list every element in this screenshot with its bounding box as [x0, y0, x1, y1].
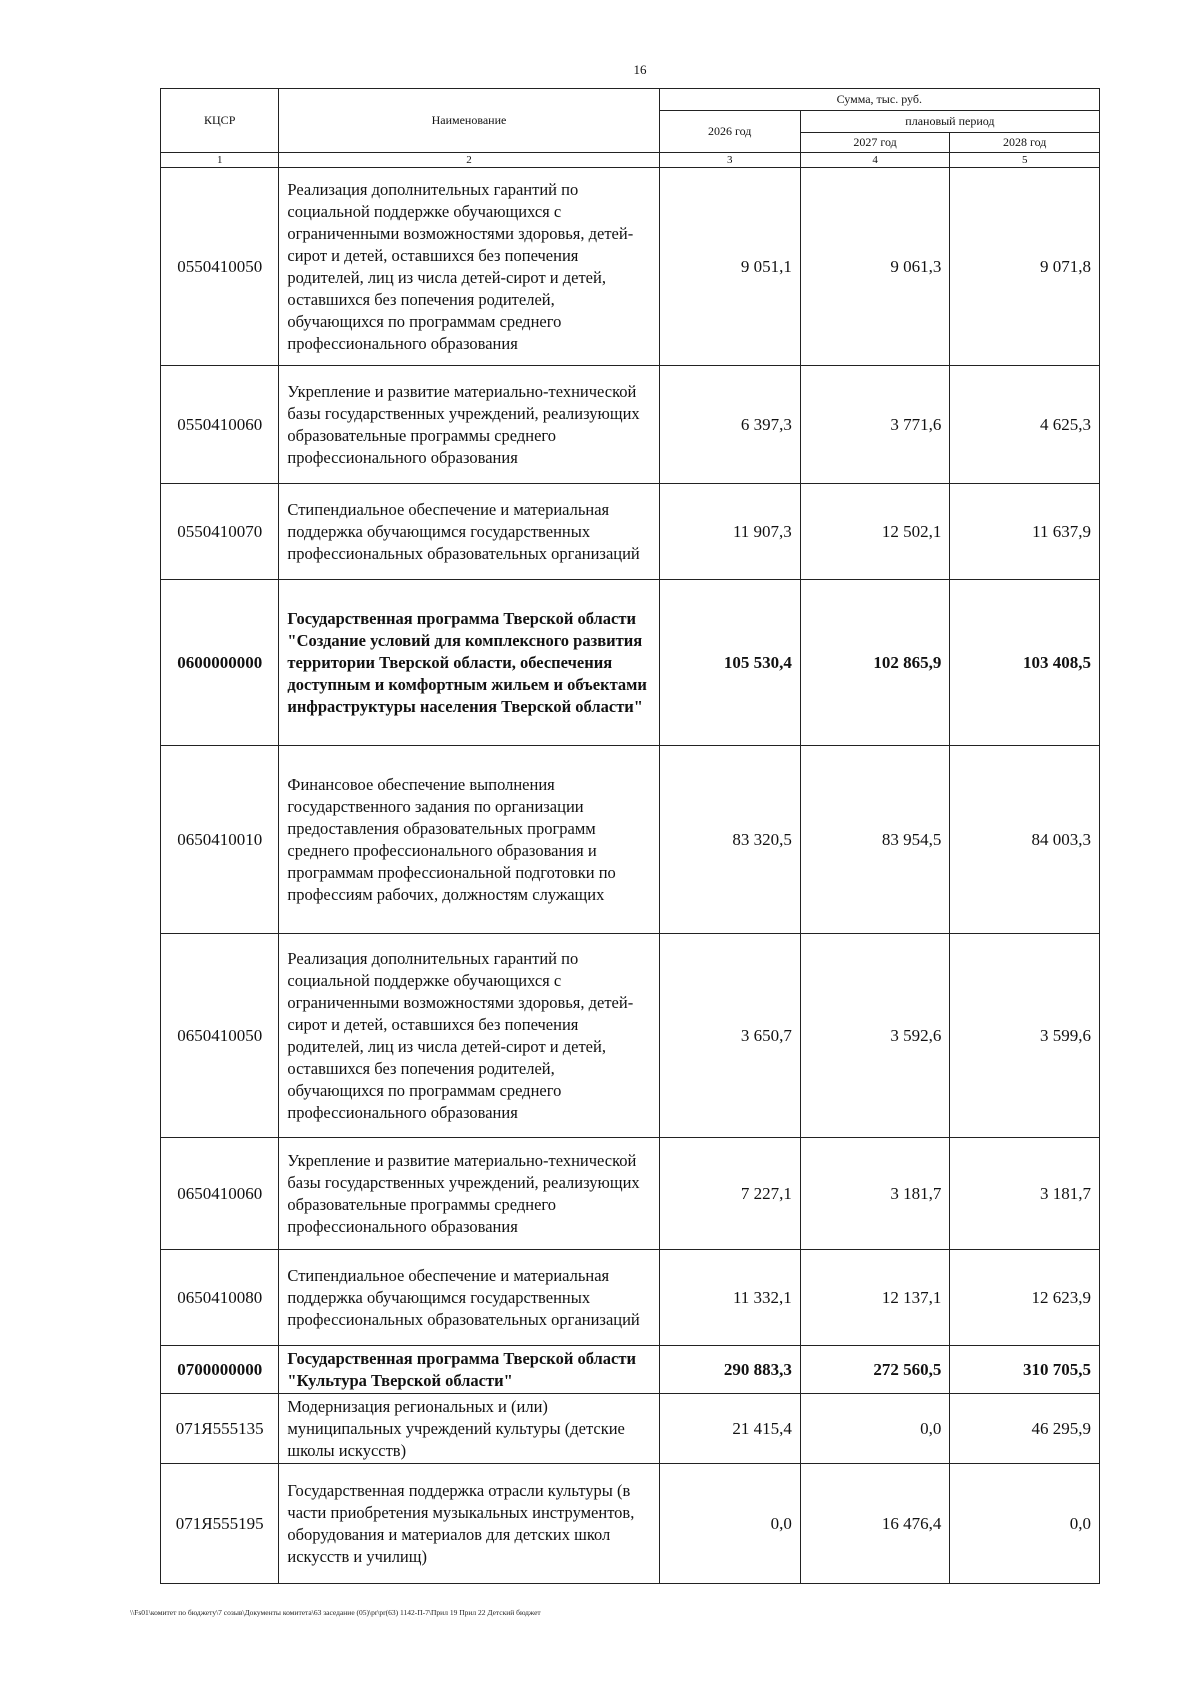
- row-code: 0650410060: [161, 1138, 279, 1250]
- row-value-2027: 102 865,9: [800, 580, 950, 746]
- row-value-2028: 46 295,9: [950, 1394, 1100, 1464]
- row-value-2028: 103 408,5: [950, 580, 1100, 746]
- table-row: [161, 1346, 1100, 1394]
- row-code: 0650410050: [161, 934, 279, 1138]
- row-value-2028: 9 071,8: [950, 168, 1100, 366]
- table-row: [161, 366, 1100, 484]
- row-value-2028: 0,0: [950, 1464, 1100, 1584]
- column-number: 5: [950, 153, 1100, 168]
- row-value-2027: 9 061,3: [800, 168, 950, 366]
- row-value-2027: 83 954,5: [800, 746, 950, 934]
- row-name: Стипендиальное обеспечение и материальная поддержка обучающимся государственных профессиональных образовательных организаций: [279, 484, 659, 580]
- table-row: [161, 580, 1100, 746]
- row-name: Государственная программа Тверской области "Культура Тверской области": [279, 1346, 659, 1394]
- table-row: [161, 934, 1100, 1138]
- header-planning-period: плановый период: [800, 111, 1099, 133]
- row-value-2028: 11 637,9: [950, 484, 1100, 580]
- row-code: 0550410060: [161, 366, 279, 484]
- row-code: 0550410070: [161, 484, 279, 580]
- row-value-2028: 3 181,7: [950, 1138, 1100, 1250]
- row-name: Государственная поддержка отрасли культуры (в части приобретения музыкальных инструментов, оборудования и материалов для детских школ искусств и училищ): [279, 1464, 659, 1584]
- column-number: 1: [161, 153, 279, 168]
- row-value-2027: 12 137,1: [800, 1250, 950, 1346]
- header-code: КЦСР: [161, 89, 279, 153]
- column-number: 4: [800, 153, 950, 168]
- row-name: Реализация дополнительных гарантий по социальной поддержке обучающихся с ограниченными возможностями здоровья, детей-сирот и детей, оставшихся без попечения родителей, лиц из числа детей-сирот и детей, оставшихся без попечения родителей, обучающихся по программам среднего профессионального образования: [279, 168, 659, 366]
- header-year-2028: 2028 год: [950, 133, 1100, 153]
- row-code: 0600000000: [161, 580, 279, 746]
- row-code: 0650410080: [161, 1250, 279, 1346]
- row-name: Укрепление и развитие материально-технической базы государственных учреждений, реализующих образовательные программы среднего профессионального образования: [279, 1138, 659, 1250]
- row-value-2027: 3 592,6: [800, 934, 950, 1138]
- row-value-2026: 7 227,1: [659, 1138, 800, 1250]
- row-value-2028: 4 625,3: [950, 366, 1100, 484]
- row-value-2026: 11 332,1: [659, 1250, 800, 1346]
- row-value-2028: 84 003,3: [950, 746, 1100, 934]
- table-row: [161, 1250, 1100, 1346]
- row-value-2026: 11 907,3: [659, 484, 800, 580]
- row-value-2027: 12 502,1: [800, 484, 950, 580]
- table-row: [161, 746, 1100, 934]
- row-name: Государственная программа Тверской области "Создание условий для комплексного развития территории Тверской области, обеспечения доступным и комфортным жильем и объектами инфраструктуры населения Тверской области": [279, 580, 659, 746]
- row-value-2026: 0,0: [659, 1464, 800, 1584]
- header-year-2026: 2026 год: [659, 111, 800, 153]
- row-name: Реализация дополнительных гарантий по социальной поддержке обучающихся с ограниченными возможностями здоровья, детей-сирот и детей, оставшихся без попечения родителей, лиц из числа детей-сирот и детей, оставшихся без попечения родителей, обучающихся по программам среднего профессионального образования: [279, 934, 659, 1138]
- row-value-2026: 83 320,5: [659, 746, 800, 934]
- budget-table: [160, 88, 1100, 1584]
- row-name: Финансовое обеспечение выполнения государственного задания по организации предоставления образовательных программ среднего профессионального образования и программам профессиональной подготовки по профессиям рабочих, должностям служащих: [279, 746, 659, 934]
- row-value-2027: 272 560,5: [800, 1346, 950, 1394]
- row-code: 071Я555195: [161, 1464, 279, 1584]
- column-number: 3: [659, 153, 800, 168]
- row-value-2026: 6 397,3: [659, 366, 800, 484]
- row-value-2026: 3 650,7: [659, 934, 800, 1138]
- table-row: [161, 168, 1100, 366]
- row-value-2027: 16 476,4: [800, 1464, 950, 1584]
- header-year-2027: 2027 год: [800, 133, 950, 153]
- row-value-2026: 290 883,3: [659, 1346, 800, 1394]
- row-value-2026: 21 415,4: [659, 1394, 800, 1464]
- row-value-2028: 12 623,9: [950, 1250, 1100, 1346]
- row-code: 071Я555135: [161, 1394, 279, 1464]
- row-value-2028: 310 705,5: [950, 1346, 1100, 1394]
- row-value-2027: 3 771,6: [800, 366, 950, 484]
- header-sum: Сумма, тыс. руб.: [659, 89, 1099, 111]
- row-name: Стипендиальное обеспечение и материальная поддержка обучающимся государственных профессиональных образовательных организаций: [279, 1250, 659, 1346]
- row-code: 0700000000: [161, 1346, 279, 1394]
- table-row: [161, 1464, 1100, 1584]
- table-row: [161, 1394, 1100, 1464]
- header-name: Наименование: [279, 89, 659, 153]
- column-number-row: [161, 153, 1100, 168]
- row-code: 0550410050: [161, 168, 279, 366]
- file-path-footer: \\Fs01\комитет по бюджету\7 созыв\Документы комитета\63 заседание (05)\pr\pr(63) 1142-П-7\Прил 19 Прил 22 Детский бюджет: [130, 1608, 541, 1617]
- row-value-2028: 3 599,6: [950, 934, 1100, 1138]
- row-value-2026: 105 530,4: [659, 580, 800, 746]
- page-number: 16: [633, 62, 647, 77]
- column-number: 2: [279, 153, 659, 168]
- row-name: Модернизация региональных и (или) муниципальных учреждений культуры (детские школы искусств): [279, 1394, 659, 1464]
- row-value-2026: 9 051,1: [659, 168, 800, 366]
- row-value-2027: 0,0: [800, 1394, 950, 1464]
- table-row: [161, 1138, 1100, 1250]
- row-name: Укрепление и развитие материально-технической базы государственных учреждений, реализующих образовательные программы среднего профессионального образования: [279, 366, 659, 484]
- row-code: 0650410010: [161, 746, 279, 934]
- table-row: [161, 484, 1100, 580]
- row-value-2027: 3 181,7: [800, 1138, 950, 1250]
